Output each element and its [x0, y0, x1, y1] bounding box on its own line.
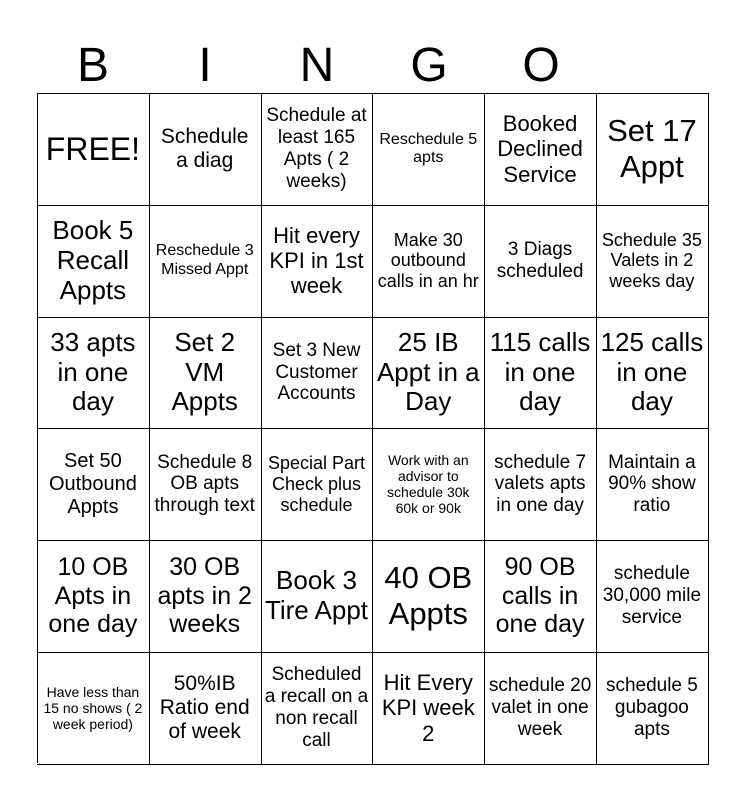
bingo-cell[interactable] — [484, 652, 597, 765]
bingo-cell[interactable] — [37, 205, 150, 318]
header-letter-i: I — [198, 39, 212, 92]
bingo-cell[interactable] — [261, 652, 374, 765]
bingo-cell[interactable] — [596, 93, 709, 206]
bingo-cell[interactable] — [37, 652, 150, 765]
bingo-cell[interactable] — [596, 317, 709, 430]
bingo-cell-text: 30 OB apts in 2 weeks — [157, 552, 252, 639]
bingo-cell[interactable] — [484, 317, 597, 430]
bingo-cell[interactable] — [149, 652, 262, 765]
bingo-cell[interactable] — [37, 540, 150, 653]
bingo-cell-text: schedule 30,000 mile service — [602, 563, 702, 628]
bingo-cell-text: Schedule a diag — [160, 124, 249, 172]
bingo-cell[interactable] — [372, 428, 485, 541]
bingo-cell-text: Special Part Check plus schedule — [267, 453, 366, 515]
bingo-board — [37, 93, 708, 763]
bingo-cell[interactable] — [596, 540, 709, 653]
bingo-cell[interactable] — [372, 540, 485, 653]
bingo-cell[interactable] — [37, 93, 150, 206]
bingo-cell-text: Hit every KPI in 1st week — [269, 222, 364, 299]
header-letter-b: B — [76, 39, 109, 92]
bingo-cell-text: Work with an advisor to schedule 30k 60k or 90k — [387, 452, 470, 517]
bingo-cell-text: Scheduled a recall on a non recall call — [264, 664, 369, 751]
bingo-header — [37, 38, 707, 94]
bingo-cell-text: Book 3 Tire Appt — [264, 565, 369, 626]
bingo-cell[interactable] — [261, 205, 374, 318]
bingo-cell[interactable] — [596, 428, 709, 541]
bingo-cell[interactable] — [484, 540, 597, 653]
bingo-cell-text: 3 Diags scheduled — [496, 238, 584, 282]
bingo-cell-text: Schedule at least 165 Apts ( 2 weeks) — [266, 105, 367, 192]
bingo-cell[interactable] — [484, 205, 597, 318]
bingo-cell[interactable] — [37, 428, 150, 541]
bingo-cell-text: 10 OB Apts in one day — [48, 552, 138, 639]
bingo-cell-text: Booked Declined Service — [497, 110, 583, 187]
bingo-cell-text: 40 OB Appts — [384, 560, 473, 632]
bingo-cell[interactable] — [261, 540, 374, 653]
bingo-cell-text: 125 calls in one day — [600, 326, 704, 417]
bingo-cell[interactable] — [596, 652, 709, 765]
bingo-cell-text: Make 30 outbound calls in an hr — [377, 229, 479, 292]
bingo-cell-text: FREE! — [45, 130, 141, 167]
bingo-cell[interactable] — [261, 93, 374, 206]
bingo-cell-text: Schedule 35 Valets in 2 weeks day — [601, 229, 702, 292]
header-letter-o: O — [522, 39, 560, 92]
bingo-cell[interactable] — [261, 428, 374, 541]
bingo-cell-text: Set 17 Appt — [607, 113, 697, 184]
bingo-cell[interactable] — [149, 428, 262, 541]
bingo-cell-text: 33 apts in one day — [50, 326, 136, 417]
bingo-cell[interactable] — [261, 317, 374, 430]
bingo-cell-text: schedule 5 gubagoo apts — [605, 675, 698, 740]
bingo-cell[interactable] — [149, 540, 262, 653]
bingo-cell-text: 50%IB Ratio end of week — [159, 671, 250, 743]
header-letter-n: N — [299, 39, 335, 92]
bingo-cell[interactable] — [149, 93, 262, 206]
bingo-cell-text: Book 5 Recall Appts — [52, 214, 134, 305]
bingo-cell-text: Maintain a 90% show ratio — [608, 451, 696, 517]
bingo-cell[interactable] — [372, 652, 485, 765]
bingo-cell-text: schedule 20 valet in one week — [488, 675, 592, 740]
bingo-cell-text: 90 OB calls in one day — [495, 552, 585, 639]
bingo-cell-text: Reschedule 3 Missed Appt — [155, 242, 254, 278]
bingo-cell-text: 115 calls in one day — [489, 326, 591, 417]
bingo-cell[interactable] — [149, 205, 262, 318]
bingo-cell-text: 25 IB Appt in a Day — [376, 326, 480, 417]
bingo-cell-text: Have less than 15 no shows ( 2 week period) — [43, 683, 143, 732]
bingo-cell-text: Schedule 8 OB apts through text — [154, 451, 255, 517]
bingo-cell[interactable] — [484, 93, 597, 206]
bingo-cell[interactable] — [372, 93, 485, 206]
bingo-cell-text: Set 3 New Customer Accounts — [272, 339, 361, 405]
bingo-cell[interactable] — [372, 205, 485, 318]
bingo-cell-text: Set 50 Outbound Appts — [48, 449, 137, 518]
bingo-cell[interactable] — [149, 317, 262, 430]
bingo-cell[interactable] — [372, 317, 485, 430]
bingo-cell[interactable] — [484, 428, 597, 541]
bingo-cell-text: Hit Every KPI week 2 — [381, 669, 475, 746]
bingo-cell[interactable] — [596, 205, 709, 318]
header-letter-g: G — [410, 39, 448, 92]
bingo-cell-text: Set 2 VM Appts — [171, 326, 238, 417]
bingo-cell-text: Reschedule 5 apts — [379, 130, 478, 166]
bingo-cell-text: schedule 7 valets apts in one day — [494, 451, 587, 517]
bingo-cell[interactable] — [37, 317, 150, 430]
